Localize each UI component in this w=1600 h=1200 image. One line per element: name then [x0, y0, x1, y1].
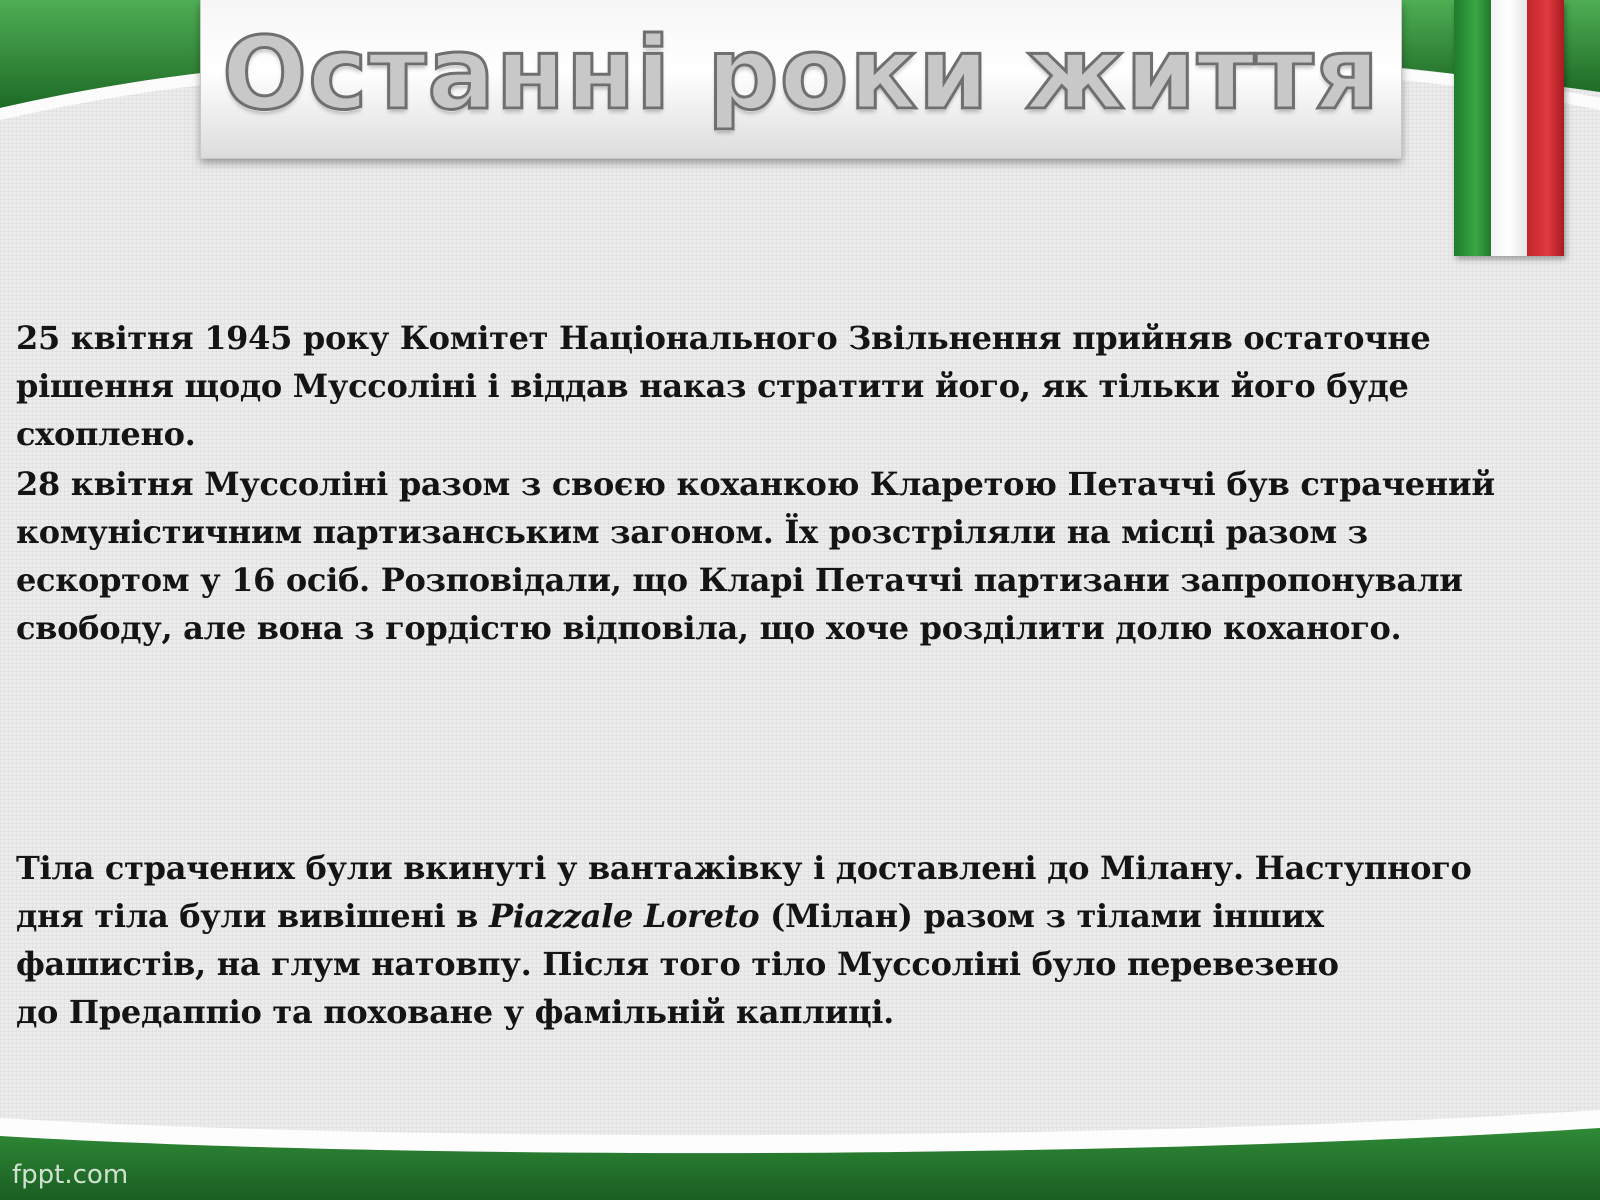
paragraph-2-line: свободу, але вона з гордістю відповіла, що хоче розділити долю коханого.	[16, 609, 1402, 647]
paragraph-1-line: схоплено.	[16, 415, 196, 453]
paragraph-2	[16, 460, 1586, 652]
flag-stripe-white	[1491, 0, 1528, 256]
piazzale-loreto-italic: Piazzale Loreto	[488, 897, 760, 935]
paragraph-3-line: до Предаппіо та поховане у фамільній каплиці.	[16, 993, 895, 1031]
paragraph-1-line: 25 квітня 1945 року Комітет Національного Звільнення прийняв остаточне	[16, 319, 1431, 357]
slide-title: Останні роки життя	[222, 15, 1380, 132]
paragraph-2-line: комуністичним партизанським загоном. Їх розстріляли на місці разом з	[16, 513, 1368, 551]
paragraph-3-line: фашистів, на глум натовпу. Після того тіло Муссоліні було перевезено	[16, 945, 1339, 983]
paragraph-3-text: (Мілан) разом з тілами інших	[759, 897, 1324, 935]
title-banner	[200, 0, 1402, 159]
paragraph-3-text: дня тіла були вивішені в	[16, 897, 489, 935]
paragraph-3	[16, 844, 1586, 1036]
paragraph-3-line: Тіла страчених були вкинуті у вантажівку і доставлені до Мілану. Наступного	[16, 849, 1472, 887]
footer-brand: fppt.com	[12, 1160, 129, 1190]
paragraph-2-line: ескортом у 16 осіб. Розповідали, що Кларі Петаччі партизани запропонували	[16, 561, 1463, 599]
paragraph-3-line	[16, 892, 1586, 940]
italian-flag	[1454, 0, 1564, 256]
flag-stripe-red	[1527, 0, 1564, 256]
paragraph-1	[16, 314, 1586, 458]
paragraph-1-line: рішення щодо Муссоліні і віддав наказ стратити його, як тільки його буде	[16, 367, 1409, 405]
flag-stripe-green	[1454, 0, 1491, 256]
paragraph-2-line: 28 квітня Муссоліні разом з своєю коханкою Кларетою Петаччі був страчений	[16, 465, 1495, 503]
